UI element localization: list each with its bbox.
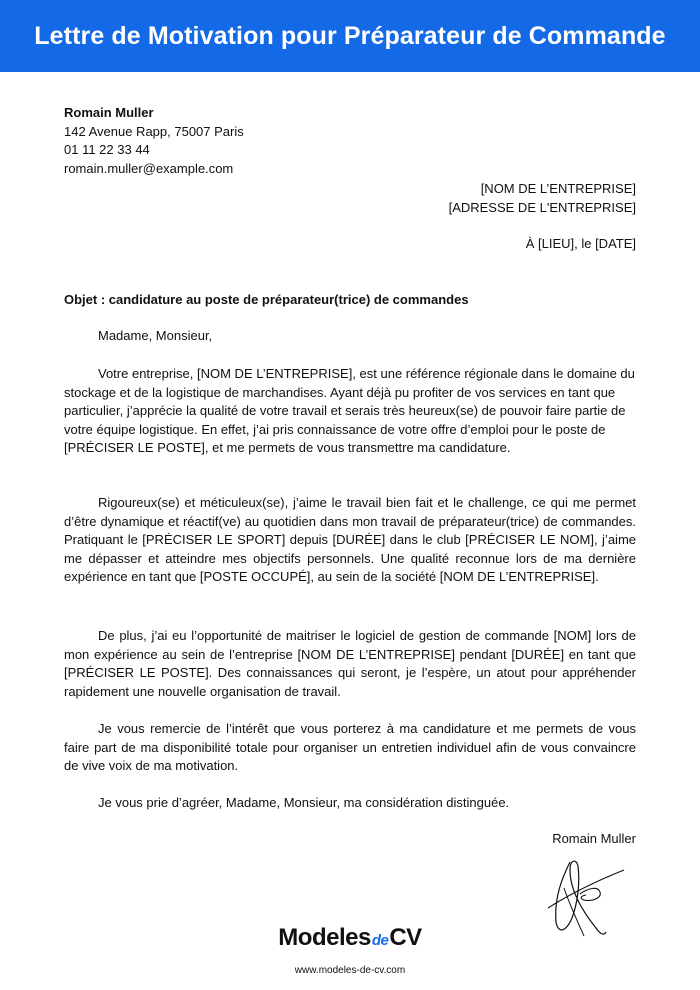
header-banner [0, 0, 700, 72]
body-paragraph-4: Je vous remercie de l’intérêt que vous porterez à ma candidature et me permets de vous faire part de ma disponibilité totale pour organiser un entretien individuel afin de vous convaincre de vive voix de ma motivation. [64, 721, 636, 773]
brand-logo [0, 924, 700, 952]
letter-subject: Objet : candidature au poste de préparateur(trice) de commandes [64, 292, 469, 307]
signature-name: Romain Muller [552, 831, 636, 846]
sender-phone: 01 11 22 33 44 [64, 142, 150, 157]
sender-name: Romain Muller [64, 105, 154, 120]
website-url: www.modeles-de-cv.com [294, 965, 406, 976]
letter-greeting: Madame, Monsieur, [98, 328, 213, 343]
logo-text-de: de [371, 931, 389, 949]
logo-text-cv: CV [389, 924, 422, 951]
page-title: Lettre de Motivation pour Préparateur de Commande [34, 21, 666, 50]
recipient-block [449, 180, 636, 217]
body-paragraph-3: De plus, j’ai eu l’opportunité de maitriser le logiciel de gestion de commande [NOM] lors de mon expérience au sein de l’entreprise [NOM DE L’ENTREPRISE] pendant [DURÉE] en tant que [PRÉCISER LE POSTE]. Des connaissances qui seront, je l’espère, un atout pour appréhender rapidement une nouvelle organisation de travail. [64, 628, 636, 699]
body-paragraph-1: Votre entreprise, [NOM DE L’ENTREPRISE], est une référence régionale dans le domaine du stockage et de la logistique de marchandises. Ayant déjà pu profiter de vos services en tant que particulier, j’apprécie la qualité de votre travail et serais très heureux(se) de pouvoir faire partie de votre équipe logistique. En effet, j’ai pris connaissance de votre offre d’emploi pour le poste de [PRÉCISER LE POSTE], et me permets de vous transmettre ma candidature. [64, 366, 635, 455]
sender-email: romain.muller@example.com [64, 160, 234, 176]
recipient-address: [ADRESSE DE L'ENTREPRISE] [448, 199, 636, 215]
sender-block [64, 104, 244, 178]
letter-closing: Je vous prie d’agréer, Madame, Monsieur, ma considération distinguée. [98, 795, 510, 810]
sender-address: 142 Avenue Rapp, 75007 Paris [64, 123, 244, 139]
place-date: À [LIEU], le [DATE] [525, 236, 636, 251]
recipient-company: [NOM DE L’ENTREPRISE] [480, 181, 636, 196]
logo-text-modeles: Modeles [278, 924, 371, 951]
body-paragraph-2: Rigoureux(se) et méticuleux(se), j’aime le travail bien fait et le challenge, ce qui me permet d’être dynamique et réactif(ve) au quotidien dans mon travail de préparateur(trice) de commandes. Pratiquant le [PRÉCISER LE SPORT] depuis [DURÉE] dans le club [PRÉCISER LE NOM], j’aime me dépasser et atteindre mes objectifs personnels. Une qualité reconnue lors de ma dernière expérience en tant que [POSTE OCCUPÉ], au sein de la société [NOM DE L’ENTREPRISE]. [64, 495, 636, 584]
